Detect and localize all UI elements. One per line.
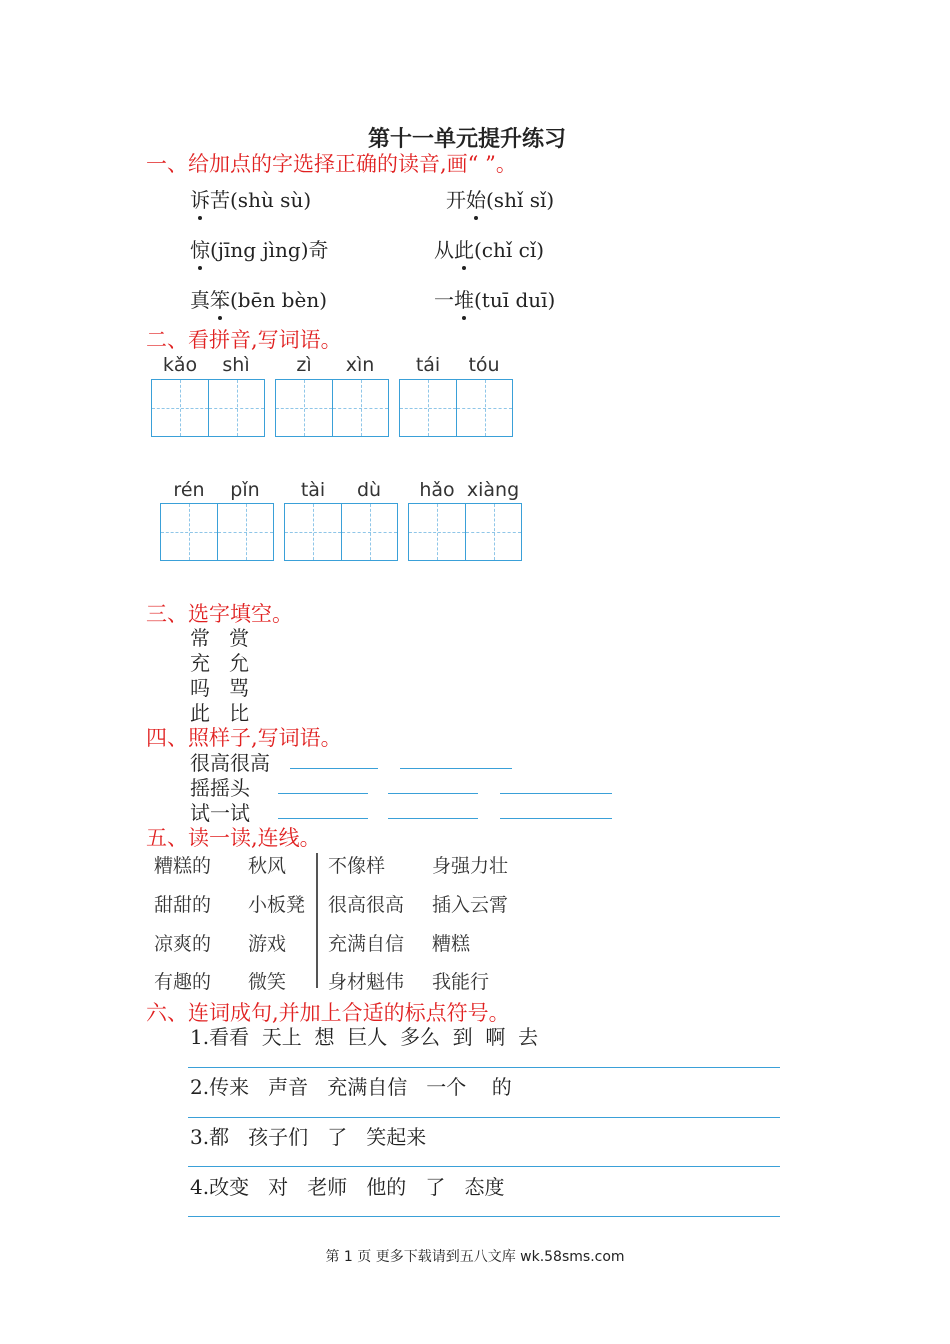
sentence-words: 4.改变 对 老师 他的 了 态度: [190, 1175, 505, 1199]
s1-item-2: 开始(shǐ sǐ): [446, 184, 554, 213]
pinyin-label: dù: [356, 479, 382, 501]
match-right-word: 插入云霄: [432, 894, 509, 916]
pinyin-label: tóu: [468, 354, 500, 376]
pinyin-label: shì: [222, 354, 250, 376]
pinyin-label: pǐn: [230, 479, 260, 501]
writing-box[interactable]: [151, 379, 265, 437]
answer-blank[interactable]: [278, 818, 368, 819]
char-pair: 充 允: [190, 651, 250, 675]
page-title: 第十一单元提升练习: [368, 126, 567, 152]
match-adj: 凉爽的: [154, 933, 212, 955]
page-footer: 第 1 页 更多下载请到五八文库 wk.58sms.com: [325, 1249, 625, 1265]
match-noun: 微笑: [248, 971, 287, 993]
match-right-word: 身强力壮: [432, 855, 509, 877]
match-noun: 小板凳: [248, 894, 306, 916]
char-pair: 常 赏: [190, 626, 250, 650]
section-4-heading: 四、照样子,写词语。: [146, 726, 342, 750]
match-left-word: 不像样: [328, 855, 386, 877]
match-left-word: 很高很高: [328, 894, 405, 916]
answer-line[interactable]: [188, 1216, 780, 1217]
s1-item-5: 真笨(bēn bèn): [190, 284, 327, 313]
s1-item-6: 一堆(tuī duī): [434, 284, 555, 313]
pinyin-label: hǎo: [419, 479, 455, 501]
sentence-words: 3.都 孩子们 了 笑起来: [190, 1125, 427, 1149]
match-noun: 游戏: [248, 933, 287, 955]
writing-box[interactable]: [399, 379, 513, 437]
divider: [316, 853, 318, 988]
writing-box[interactable]: [160, 503, 274, 561]
pinyin-label: xiàng: [466, 479, 520, 501]
pinyin-label: zì: [296, 354, 312, 376]
match-adj: 甜甜的: [154, 894, 212, 916]
section-3-heading: 三、选字填空。: [146, 602, 293, 626]
pinyin-label: xìn: [345, 354, 375, 376]
answer-blank[interactable]: [388, 793, 478, 794]
pinyin-label: tài: [300, 479, 326, 501]
match-adj: 糟糕的: [154, 855, 212, 877]
char-pair: 此 比: [190, 701, 250, 725]
answer-blank[interactable]: [290, 768, 378, 769]
pinyin-label: rén: [173, 479, 205, 501]
pinyin-label: tái: [415, 354, 441, 376]
s1-item-4: 从此(chǐ cǐ): [434, 234, 544, 263]
example-word: 摇摇头: [190, 776, 250, 800]
s1-item-1: 诉苦(shù sù): [190, 184, 311, 213]
example-word: 很高很高: [190, 751, 270, 775]
match-right-word: 我能行: [432, 971, 490, 993]
section-6-heading: 六、连词成句,并加上合适的标点符号。: [146, 1001, 510, 1025]
answer-line[interactable]: [188, 1117, 780, 1118]
answer-line[interactable]: [188, 1166, 780, 1167]
answer-blank[interactable]: [400, 768, 512, 769]
pinyin-label: kǎo: [162, 354, 198, 376]
answer-blank[interactable]: [278, 793, 368, 794]
section-1-heading: 一、给加点的字选择正确的读音,画“ ”。: [146, 152, 517, 176]
section-5-heading: 五、读一读,连线。: [146, 826, 321, 850]
match-noun: 秋风: [248, 855, 287, 877]
example-word: 试一试: [190, 801, 250, 825]
writing-box[interactable]: [408, 503, 522, 561]
match-left-word: 身材魁伟: [328, 971, 405, 993]
answer-line[interactable]: [188, 1067, 780, 1068]
answer-blank[interactable]: [500, 818, 612, 819]
match-right-word: 糟糕: [432, 933, 471, 955]
match-left-word: 充满自信: [328, 933, 405, 955]
writing-box[interactable]: [275, 379, 389, 437]
answer-blank[interactable]: [500, 793, 612, 794]
writing-box[interactable]: [284, 503, 398, 561]
section-2-heading: 二、看拼音,写词语。: [146, 328, 342, 352]
s1-item-3: 惊(jīng jìng)奇: [190, 234, 329, 263]
sentence-words: 2.传来 声音 充满自信 一个 的: [190, 1075, 512, 1099]
answer-blank[interactable]: [388, 818, 478, 819]
match-adj: 有趣的: [154, 971, 212, 993]
char-pair: 吗 骂: [190, 676, 250, 700]
sentence-words: 1.看看 天上 想 巨人 多么 到 啊 去: [190, 1025, 539, 1049]
